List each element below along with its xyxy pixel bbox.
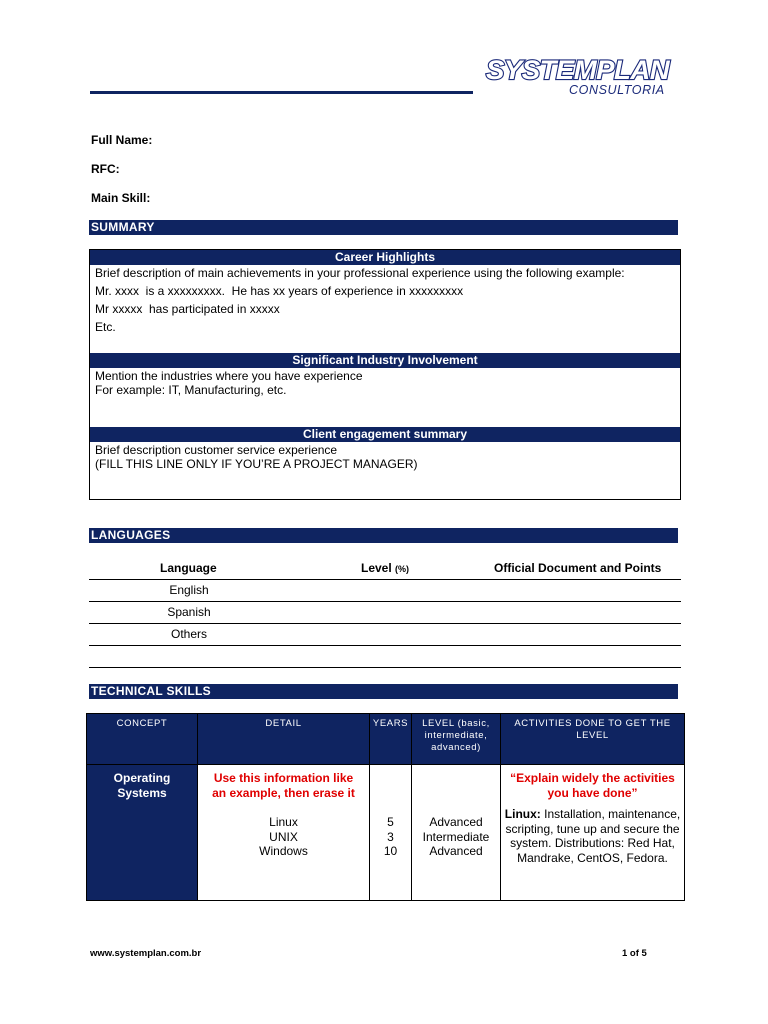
technical-skills-table: [86, 713, 685, 901]
years-cell: [370, 765, 412, 901]
years-value: 3: [387, 829, 394, 844]
activities-note: “Explain widely the activities you have done”: [510, 771, 675, 800]
industry-line: For example: IT, Manufacturing, etc.: [95, 383, 287, 397]
language-spanish: Spanish: [167, 605, 211, 619]
page-number: 1 of 5: [622, 948, 647, 959]
career-highlights-line: Etc.: [95, 320, 116, 334]
career-highlights-title: Career Highlights: [90, 250, 680, 265]
level-value: Advanced: [429, 844, 483, 858]
level-value: Intermediate: [422, 829, 490, 844]
full-name-label: Full Name:: [91, 133, 153, 147]
language-column-header: Language: [160, 561, 217, 575]
table-divider: [89, 645, 681, 646]
activities-cell: [501, 765, 685, 901]
detail-header: DETAIL: [198, 714, 370, 765]
main-skill-label: Main Skill:: [91, 191, 151, 205]
level-value: Advanced: [429, 815, 483, 829]
languages-section-title: LANGUAGES: [89, 528, 678, 543]
activities-header: ACTIVITIES DONE TO GET THE LEVEL: [501, 714, 685, 765]
table-divider: [89, 667, 681, 668]
systemplan-logo: [486, 55, 676, 101]
logo-subtitle: CONSULTORIA: [569, 83, 665, 97]
level-header-unit: (%): [395, 564, 410, 574]
rfc-label: RFC:: [91, 162, 120, 176]
years-header: YEARS: [370, 714, 412, 765]
language-others: Others: [170, 627, 207, 641]
level-column-header: [361, 561, 409, 575]
table-divider: [89, 623, 681, 624]
detail-item: Windows: [259, 844, 308, 858]
level-cell: [412, 765, 501, 901]
technical-skills-header-row: [87, 714, 685, 765]
example-note: Use this information like an example, then erase it: [212, 771, 355, 800]
logo-wordmark: SYSTEMPLAN: [486, 55, 670, 85]
activities-label: Linux:: [504, 807, 541, 821]
career-highlights-line: Mr xxxxx has participated in xxxxx: [95, 302, 280, 316]
language-english: English: [169, 583, 209, 597]
industry-involvement-title: Significant Industry Involvement: [90, 353, 680, 368]
detail-item: Linux: [269, 815, 298, 829]
level-header: LEVEL (basic, intermediate, advanced): [412, 714, 501, 765]
career-highlights-line: Brief description of main achievements in your professional experience using the following example:: [95, 266, 625, 280]
official-document-column-header: Official Document and Points: [494, 561, 662, 575]
years-value: 10: [383, 844, 398, 858]
technical-skills-row: [87, 765, 685, 901]
footer-website: www.systemplan.com.br: [90, 948, 202, 959]
summary-section-title: SUMMARY: [89, 220, 678, 235]
summary-table: [89, 249, 681, 500]
client-engagement-title: Client engagement summary: [90, 427, 680, 442]
table-divider: [89, 579, 681, 580]
level-header-label: Level: [361, 561, 392, 575]
career-highlights-line: Mr. xxxx is a xxxxxxxxx. He has xx years of experience in xxxxxxxxx: [95, 284, 464, 298]
activities-text: Installation, maintenance, scripting, tune up and secure the system. Distributions: Red Hat, Mandrake, CentOS, Fedora.: [505, 807, 681, 865]
table-divider: [89, 601, 681, 602]
technical-skills-section-title: TECHNICAL SKILLS: [89, 684, 678, 699]
client-line: Brief description customer service experience: [95, 443, 338, 457]
detail-item: UNIX: [269, 829, 298, 844]
concept-cell: Operating Systems: [87, 765, 198, 901]
concept-header: CONCEPT: [87, 714, 198, 765]
detail-cell: [198, 765, 370, 901]
header-rule: [90, 91, 473, 94]
client-line: (FILL THIS LINE ONLY IF YOU’RE A PROJECT MANAGER): [95, 457, 418, 471]
industry-line: Mention the industries where you have experience: [95, 369, 363, 383]
years-value: 5: [387, 815, 394, 829]
